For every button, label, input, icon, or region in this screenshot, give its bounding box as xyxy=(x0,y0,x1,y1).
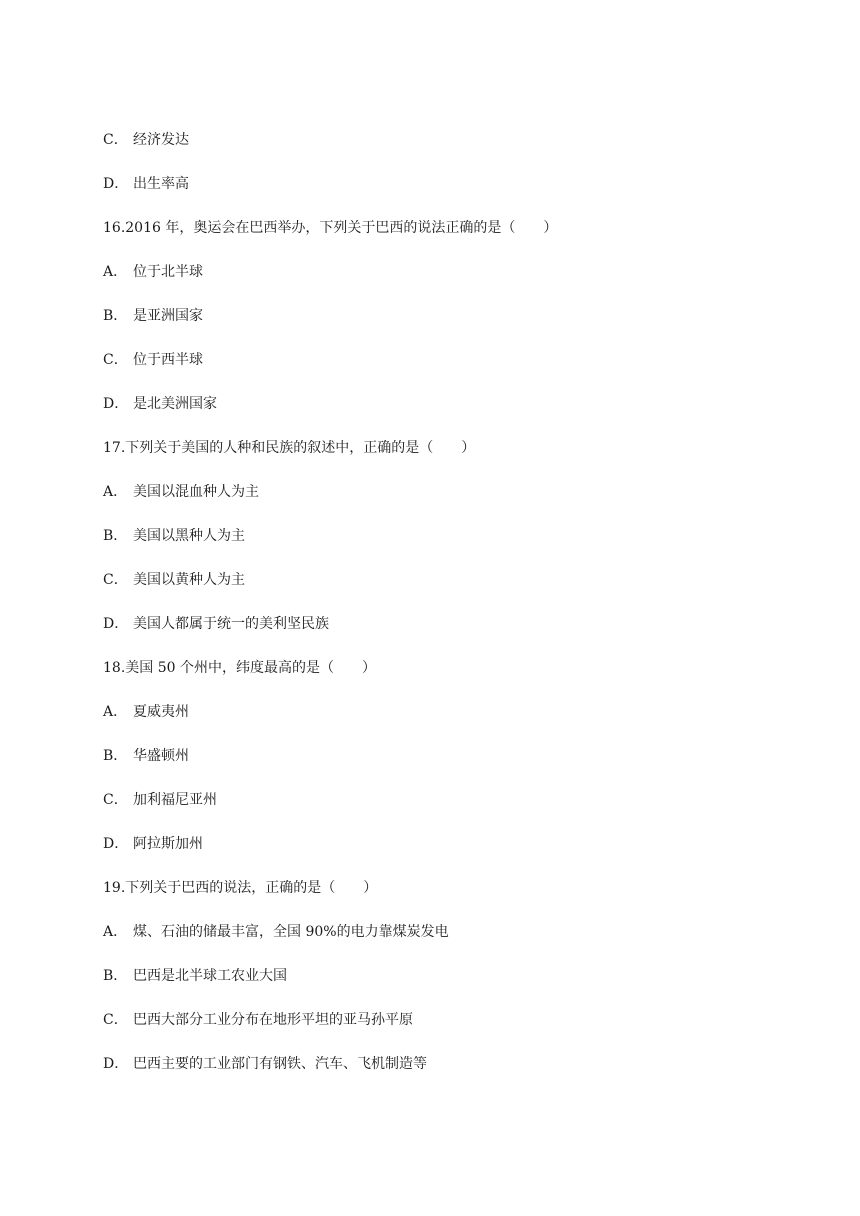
option-text: 美国以黑种人为主 xyxy=(133,528,245,544)
option-text: 煤、石油的储最丰富，全国 90%的电力靠煤炭发电 xyxy=(133,924,449,940)
question-16-option-a xyxy=(103,262,203,282)
question-19-option-d xyxy=(103,1054,427,1074)
option-c xyxy=(103,130,189,150)
option-text: 位于西半球 xyxy=(133,352,203,368)
question-19-stem xyxy=(103,878,377,898)
question-17-option-b xyxy=(103,526,245,546)
option-letter: D． xyxy=(103,396,129,412)
option-text: 加利福尼亚州 xyxy=(133,792,217,808)
question-16-option-c xyxy=(103,350,203,370)
option-letter: B． xyxy=(103,528,128,544)
question-number: 19. xyxy=(103,880,126,896)
option-text: 美国人都属于统一的美利坚民族 xyxy=(133,616,329,632)
option-letter: C． xyxy=(103,132,128,148)
option-text: 是亚洲国家 xyxy=(133,308,203,324)
option-letter: C． xyxy=(103,792,128,808)
option-letter: B． xyxy=(103,308,128,324)
option-text: 美国以混血种人为主 xyxy=(133,484,259,500)
option-text: 华盛顿州 xyxy=(133,748,189,764)
question-16-stem xyxy=(103,218,557,238)
option-d xyxy=(103,174,189,194)
option-text: 巴西是北半球工农业大国 xyxy=(133,968,287,984)
option-text: 夏威夷州 xyxy=(133,704,189,720)
option-letter: B． xyxy=(103,748,128,764)
option-letter: B． xyxy=(103,968,128,984)
option-text: 是北美洲国家 xyxy=(133,396,217,412)
question-17-option-c xyxy=(103,570,245,590)
option-letter: D． xyxy=(103,1056,129,1072)
question-17-option-d xyxy=(103,614,329,634)
option-text: 巴西主要的工业部门有钢铁、汽车、飞机制造等 xyxy=(133,1056,427,1072)
option-text: 阿拉斯加州 xyxy=(133,836,203,852)
option-text: 出生率高 xyxy=(133,176,189,192)
question-text: 下列关于美国的人种和民族的叙述中，正确的是（ ） xyxy=(125,440,476,456)
question-19-option-c xyxy=(103,1010,413,1030)
option-letter: C． xyxy=(103,572,128,588)
question-text: 下列关于巴西的说法，正确的是（ ） xyxy=(125,880,378,896)
question-18-option-b xyxy=(103,746,189,766)
question-18-option-d xyxy=(103,834,203,854)
question-19-option-a xyxy=(103,922,449,942)
question-19-option-b xyxy=(103,966,287,986)
option-letter: C． xyxy=(103,352,128,368)
question-18-option-c xyxy=(103,790,217,810)
option-letter: A． xyxy=(103,264,128,280)
question-18-stem xyxy=(103,658,376,678)
question-18-option-a xyxy=(103,702,189,722)
question-number: 17. xyxy=(103,440,126,456)
option-letter: D． xyxy=(103,176,129,192)
question-number: 16. xyxy=(103,220,126,236)
question-16-option-d xyxy=(103,394,217,414)
question-text: 美国 50 个州中，纬度最高的是（ ） xyxy=(125,660,376,676)
option-text: 经济发达 xyxy=(133,132,189,148)
option-text: 位于北半球 xyxy=(133,264,203,280)
option-letter: D． xyxy=(103,836,129,852)
option-text: 巴西大部分工业分布在地形平坦的亚马孙平原 xyxy=(133,1012,413,1028)
question-number: 18. xyxy=(103,660,126,676)
option-letter: A． xyxy=(103,484,128,500)
question-text: 2016 年，奥运会在巴西举办，下列关于巴西的说法正确的是（ ） xyxy=(125,220,558,236)
question-16-option-b xyxy=(103,306,203,326)
option-letter: A． xyxy=(103,924,128,940)
option-letter: D． xyxy=(103,616,129,632)
option-letter: C． xyxy=(103,1012,128,1028)
option-text: 美国以黄种人为主 xyxy=(133,572,245,588)
question-17-stem xyxy=(103,438,475,458)
question-17-option-a xyxy=(103,482,259,502)
option-letter: A． xyxy=(103,704,128,720)
